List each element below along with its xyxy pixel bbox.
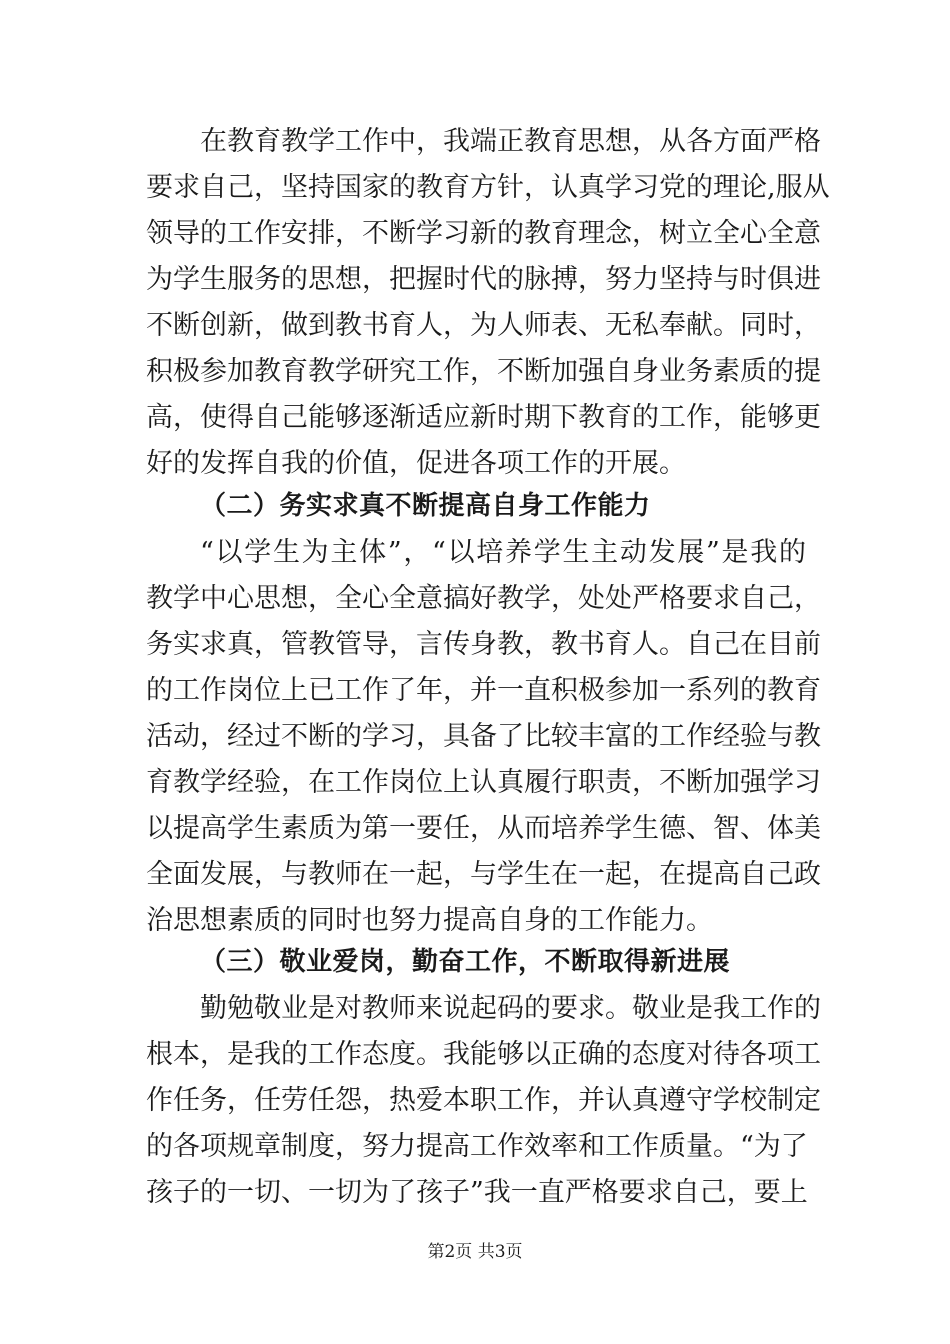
paragraph-line: 不断创新，做到教书育人，为人师表、无私奉献。同时， xyxy=(146,310,821,341)
paragraph-line: 活动，经过不断的学习，具备了比较丰富的工作经验与教 xyxy=(146,721,821,752)
paragraph-line: 的各项规章制度，努力提高工作效率和工作质量。“为了 xyxy=(146,1131,808,1162)
paragraph-line: 好的发挥自我的价值，促进各项工作的开展。 xyxy=(146,448,686,479)
paragraph-line: 积极参加教育教学研究工作，不断加强自身业务素质的提 xyxy=(146,356,821,387)
paragraph-line: 教学中心思想，全心全意搞好教学，处处严格要求自己， xyxy=(146,583,821,614)
section-heading: （二）务实求真不断提高自身工作能力 xyxy=(200,491,651,521)
paragraph-line: 在教育教学工作中，我端正教育思想，从各方面严格 xyxy=(200,126,821,157)
paragraph-line: 孩子的一切、一切为了孩子”我一直严格要求自己，要上 xyxy=(146,1177,808,1208)
paragraph-line: 勤勉敬业是对教师来说起码的要求。敬业是我工作的 xyxy=(200,993,821,1024)
paragraph-line: 作任务，任劳任怨，热爱本职工作，并认真遵守学校制定 xyxy=(146,1085,821,1116)
page-footer: 第2页 共3页 xyxy=(427,1242,523,1262)
paragraph-line: 要求自己，坚持国家的教育方针，认真学习党的理论,服从 xyxy=(146,172,830,203)
paragraph-line: 的工作岗位上已工作了年，并一直积极参加一系列的教育 xyxy=(146,675,821,706)
paragraph-line: 治思想素质的同时也努力提高自身的工作能力。 xyxy=(146,905,713,936)
paragraph-line: 根本，是我的工作态度。我能够以正确的态度对待各项工 xyxy=(146,1039,821,1070)
paragraph-line: 务实求真，管教管导，言传身教，教书育人。自己在目前 xyxy=(146,629,821,660)
section-heading: （三）敬业爱岗，勤奋工作，不断取得新进展 xyxy=(200,947,731,977)
paragraph-line: 以提高学生素质为第一要任，从而培养学生德、智、体美 xyxy=(146,813,821,844)
paragraph-line: “以学生为主体”，“以培养学生主动发展”是我的 xyxy=(200,537,806,568)
paragraph-line: 为学生服务的思想，把握时代的脉搏，努力坚持与时俱进 xyxy=(146,264,821,295)
paragraph-line: 领导的工作安排，不断学习新的教育理念，树立全心全意 xyxy=(146,218,821,249)
paragraph-line: 育教学经验，在工作岗位上认真履行职责，不断加强学习 xyxy=(146,767,821,798)
paragraph-line: 全面发展，与教师在一起，与学生在一起，在提高自己政 xyxy=(146,859,821,890)
paragraph-line: 高，使得自己能够逐渐适应新时期下教育的工作，能够更 xyxy=(146,402,821,433)
